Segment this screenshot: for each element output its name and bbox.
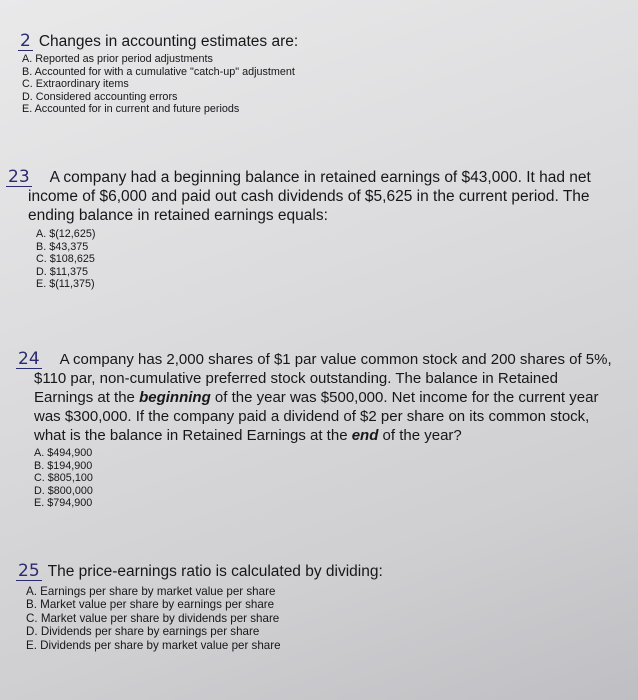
question-number: 2: [20, 31, 31, 51]
question-stem-line-4: was $300,000. If the company paid a dividend of $2 per share on its common stock,: [34, 408, 590, 425]
option-d: D. $800,000: [34, 484, 93, 497]
question-stem-line-2: income of $6,000 and paid out cash dividends of $5,625 in the current period. The: [28, 188, 590, 205]
question-stem-line-3: ending balance in retained earnings equals:: [28, 207, 328, 224]
option-e: E. Dividends per share by market value per share: [26, 638, 281, 652]
question-number: 24: [18, 349, 40, 369]
question-25: [16, 562, 616, 652]
option-b: B. Market value per share by earnings per share: [26, 598, 275, 612]
option-a: A. $494,900: [34, 447, 93, 459]
option-list: [26, 585, 616, 652]
option-a: A. Reported as prior period adjustments: [22, 53, 213, 65]
option-e: E. $794,900: [34, 497, 93, 510]
option-a: A. Earnings per share by market value per share: [26, 585, 276, 598]
option-c: C. Extraordinary items: [22, 78, 129, 91]
option-d: D. Considered accounting errors: [22, 90, 178, 103]
option-list: [36, 228, 626, 291]
option-a: A. $(12,625): [36, 228, 96, 240]
question-stem-line-1: A company had a beginning balance in retained earnings of $43,000. It had net: [49, 169, 591, 186]
option-list: [34, 447, 636, 510]
option-e: E. Accounted for in current and future periods: [22, 103, 240, 116]
question-stem: Changes in accounting estimates are:: [38, 33, 299, 50]
question-22: [18, 32, 618, 116]
question-stem-line-3: Earnings at the beginning of the year was $500,000. Net income for the current year: [34, 389, 599, 406]
option-b: B. Accounted for with a cumulative "catch-up" adjustment: [22, 65, 295, 78]
option-c: C. $108,625: [36, 253, 95, 266]
question-number: 25: [18, 561, 40, 581]
option-d: D. Dividends per share by earnings per share: [26, 625, 260, 639]
option-b: B. $43,375: [36, 240, 89, 253]
question-stem: The price-earnings ratio is calculated by dividing:: [47, 563, 383, 580]
option-c: C. $805,100: [34, 472, 93, 485]
option-d: D. $11,375: [36, 265, 89, 278]
question-stem-line-1: A company has 2,000 shares of $1 par value common stock and 200 shares of 5%,: [59, 351, 612, 368]
question-number: 23: [8, 167, 30, 187]
question-23: [6, 168, 626, 291]
option-b: B. $194,900: [34, 459, 93, 472]
question-stem-line-5: what is the balance in Retained Earnings at the end of the year?: [34, 427, 462, 444]
question-stem-line-2: $110 par, non-cumulative preferred stock outstanding. The balance in Retained: [34, 370, 558, 387]
option-e: E. $(11,375): [36, 278, 95, 291]
option-list: [22, 53, 618, 116]
option-c: C. Market value per share by dividends per share: [26, 611, 280, 625]
question-24: [16, 350, 636, 510]
